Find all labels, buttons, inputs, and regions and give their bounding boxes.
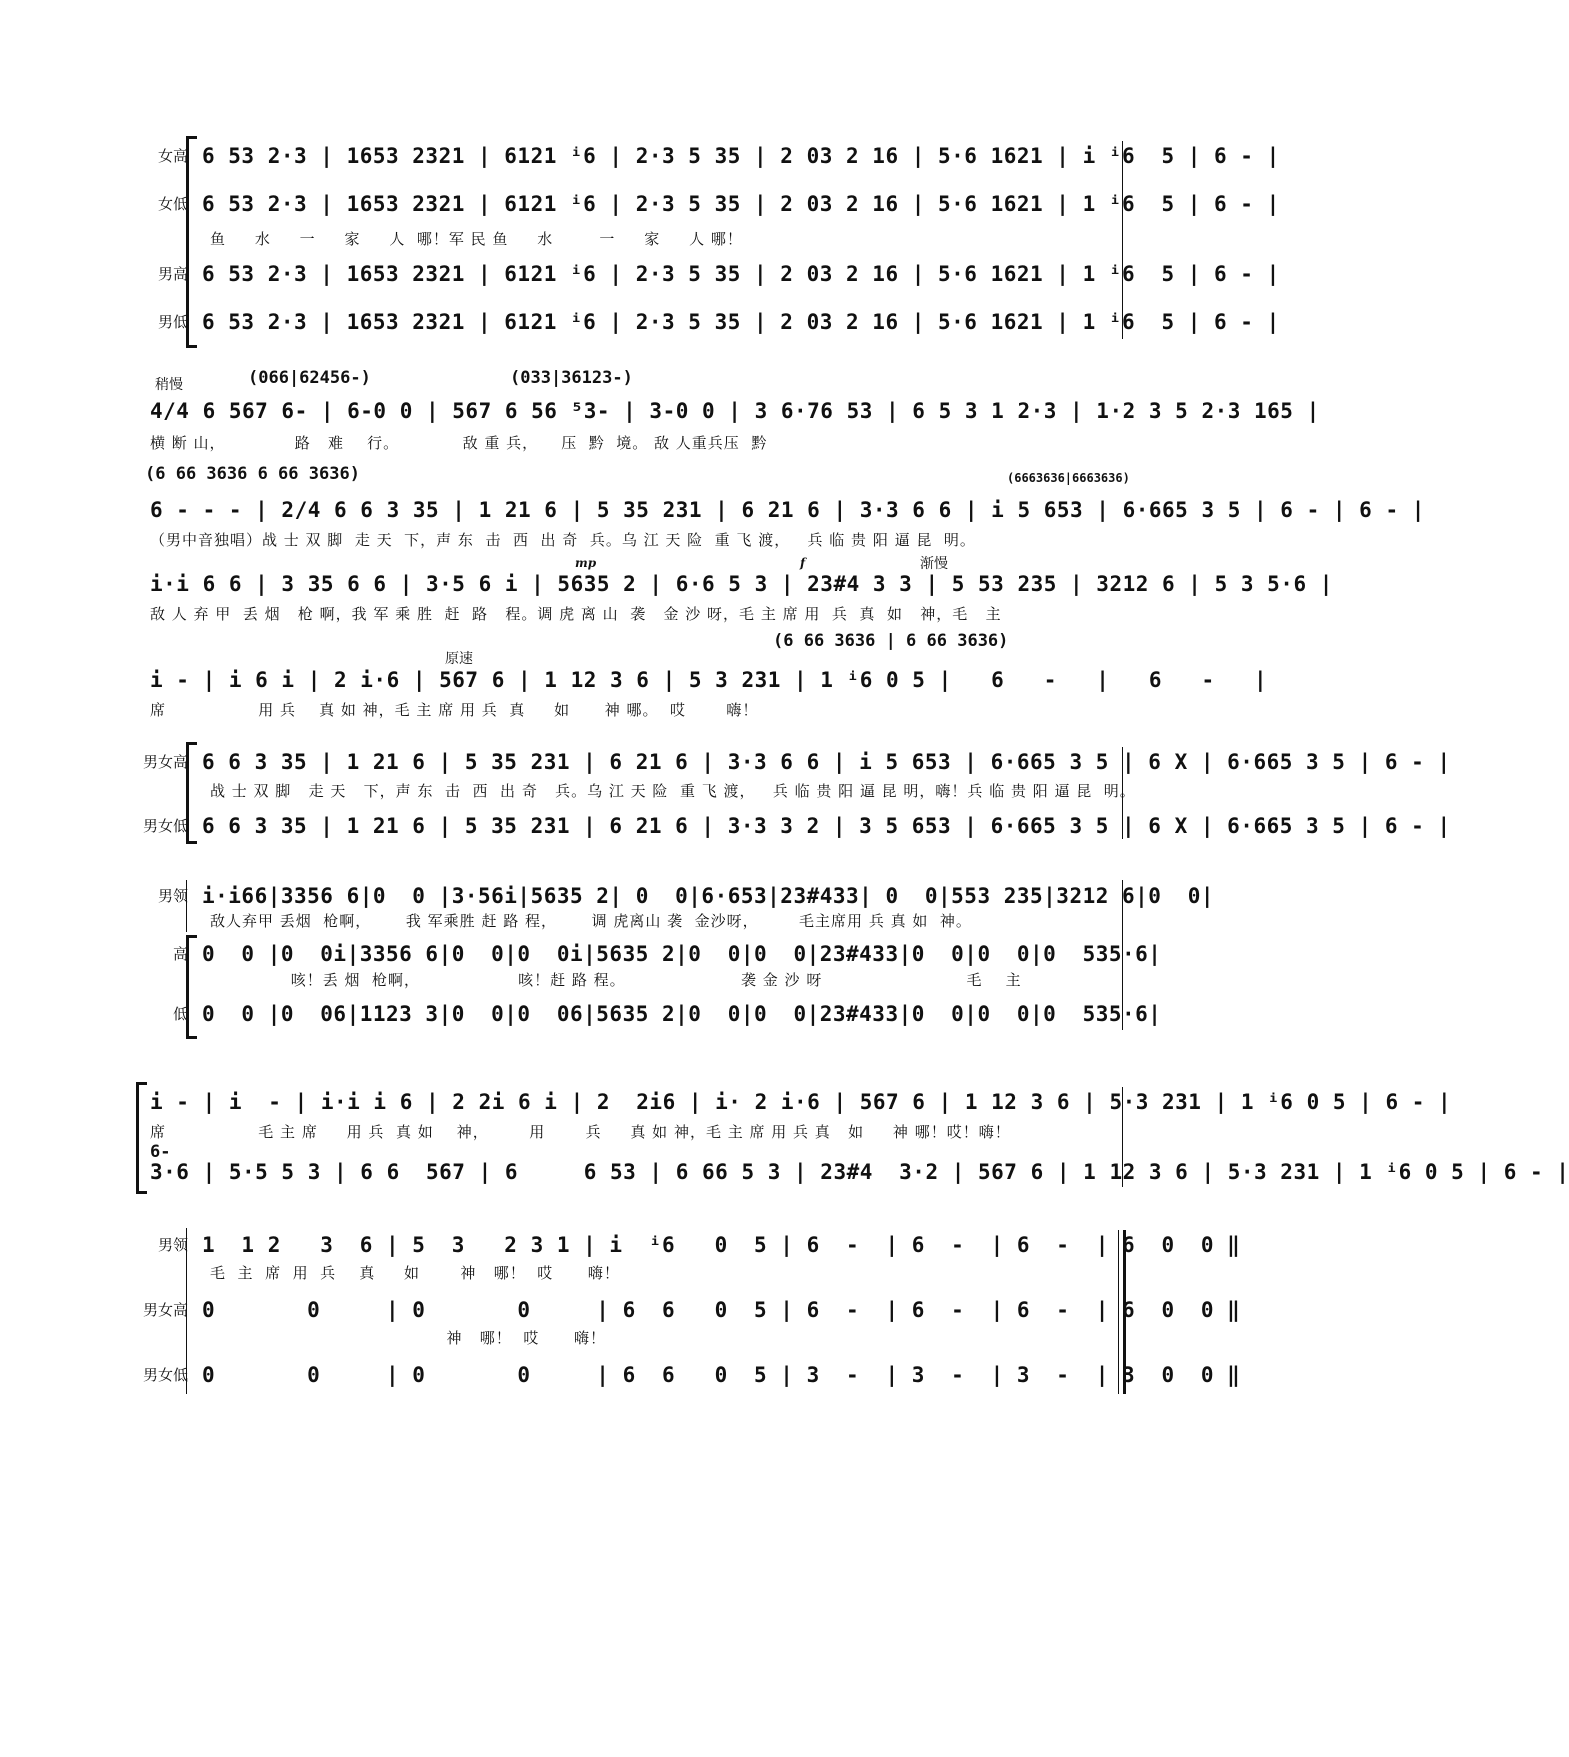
lyric-line: 咳！丢 烟 枪啊， 咳！赶 路 程。 袭 金 沙 呀 毛 主 [210,971,1022,989]
system1-end-barline [1122,141,1123,339]
notation-line: 6 53 2·3 | 1653 2321 | 6121 ⁱ6 | 2·3 5 35 | 2 03 2 16 | 5·6 1621 | 1 ⁱ6 5 | 6 - | [202,262,1280,286]
system3-staff-leader [0,881,1272,911]
lyric-line: 战 士 双 脚 走 天 下，声 东 击 西 出 奇 兵。乌 江 天 险 重 飞 渡， 兵 临 贵 阳 逼 昆 明，嗨！兵 临 贵 阳 逼 昆 明。 [210,782,1136,800]
tempo-marking: 渐慢 [920,556,948,572]
system5-staff-leader [0,1230,1272,1260]
notation-line: 6 53 2·3 | 1653 2321 | 6121 ⁱ6 | 2·3 5 35 | 2 03 2 16 | 5·6 1621 | i ⁱ6 5 | 6 - | [202,144,1280,168]
solo3-lyric-row [0,602,1272,626]
intro-phrase: (033|36123-) [510,368,633,388]
notation-line: 6 6 3 35 | 1 21 6 | 5 35 231 | 6 21 6 | 3·3 3 2 | 3 5 653 | 6·665 3 5 | 6 X | 6·665 3 5 | 6 - | [202,814,1451,838]
system1-staff-alto [0,189,1280,219]
notation-line: 3·6 | 5·5 5 3 | 6 6 567 | 6 6 53 | 6 66 5 3 | 23#4 3·2 | 567 6 | 1 12 3 6 | 5·3 231 | 1 ⁱ6 0 5 | 6 - | [150,1160,1569,1184]
system5-leader-lyric-row [0,1261,1272,1285]
system3-staff-low [0,999,1272,1029]
lyric-line: 鱼 水 一 家 人 哪！军 民 鱼 水 一 家 人 哪！ [210,230,743,248]
lyric-line: 敌人弃甲 丢烟 枪啊， 我 军乘胜 赶 路 程， 调 虎离山 袭 金沙呀， 毛主席用 兵 真 如 神。 [210,912,972,930]
part-label: 男女低 [142,817,188,835]
intro-phrase: (066|62456-) [248,368,371,388]
system5-staff-low [0,1360,1272,1390]
solo1-lyric-row [0,431,1272,455]
system2-staff-low [0,811,1451,841]
tempo-marking: 稍慢 [155,377,183,393]
system4-staff-lower [0,1157,1569,1187]
notation-line: i - | i 6 i | 2 i·6 | 567 6 | 1 12 3 6 | 5 3 231 | 1 ⁱ6 0 5 | 6 - | 6 - | [150,668,1268,692]
system1-staff-soprano [0,141,1280,171]
system4-staff-upper [0,1087,1452,1117]
intro-phrase-right: (6663636|6663636) [1007,471,1130,485]
lyric-line: 横 断 山， 路 难 行。 敌 重 兵， 压 黔 境。 敌 人重兵压 黔 [150,434,768,452]
notation-line: 6 - - - | 2/4 6 6 3 35 | 1 21 6 | 5 35 231 | 6 21 6 | 3·3 6 6 | i 5 653 | 6·665 3 5 | 6 - | 6 - | [150,498,1425,522]
part-label: 女低 [157,195,188,213]
system3-leader-lyric-row [0,909,1272,933]
solo2-staff [0,495,1425,525]
system2-end-barline [1122,747,1123,839]
notation-line: i·i66|3356 6|0 0 |3·56i|5635 2| 0 0|6·653|23#433| 0 0|553 235|3212 6|0 0| [202,884,1215,908]
solo3-staff [0,569,1333,599]
notation-line: 0 0 |0 06|1123 3|0 0|0 06|5635 2|0 0|0 0|23#433|0 0|0 0|0 535·6| [202,1002,1162,1026]
part-label: 男女高 [142,753,188,771]
notation-line: 1 1 2 3 6 | 5 3 2 3 1 | i ⁱ6 0 5 | 6 - | 6 - | 6 - | 6 0 0 ‖ [202,1233,1241,1257]
lyric-line: 敌 人 弃 甲 丢 烟 枪 啊，我 军 乘 胜 赶 路 程。调 虎 离 山 袭 金 沙 呀，毛 主 席 用 兵 真 如 神，毛 主 [150,605,1002,623]
notation-line: i·i 6 6 | 3 35 6 6 | 3·5 6 i | 5635 2 | 6·6 5 3 | 23#4 3 3 | 5 53 235 | 3212 6 | 5 3 5·6 | [150,572,1333,596]
system3-staff-high [0,939,1272,969]
system5-high-lyric-row [0,1326,1272,1350]
system3-high-lyric-row [0,968,1272,992]
system2-lyric-row [0,779,1272,803]
system2-staff-high [0,747,1451,777]
lyric-line: 席 用 兵 真 如 神，毛 主 席 用 兵 真 如 神 哪。 哎 嗨！ [150,701,759,719]
notation-line: 6 6 3 35 | 1 21 6 | 5 35 231 | 6 21 6 | 3·3 6 6 | i 5 653 | 6·665 3 5 | 6 X | 6·665 3 5 | 6 - | [202,750,1451,774]
intro-phrase: (6 66 3636 | 6 66 3636) [773,631,1009,651]
notation-line: 0 0 | 0 0 | 6 6 0 5 | 6 - | 6 - | 6 - | 6 0 0 ‖ [202,1298,1241,1322]
final-double-barline [1118,1230,1126,1394]
solo1-staff [0,396,1320,426]
system5-staff-high [0,1295,1272,1325]
part-label: 低 [172,1005,188,1023]
notation-line: 0 0 | 0 0 | 6 6 0 5 | 3 - | 3 - | 3 - | 3 0 0 ‖ [202,1363,1241,1387]
dynamic-f: f [800,556,806,570]
system3-end-barline [1122,880,1123,1030]
system4-lyric-row [0,1120,1272,1144]
solo2-lyric-row [0,528,1272,552]
notation-line: i - | i - | i·i i 6 | 2 2i 6 i | 2 2i6 | i· 2 i·6 | 567 6 | 1 12 3 6 | 5·3 231 | 1 ⁱ6 0 5 | 6 - | [150,1090,1452,1114]
tempo-marking: 原速 [445,651,473,667]
solo4-lyric-row [0,698,1272,722]
part-label: 女高 [157,147,188,165]
part-label: 男低 [157,313,188,331]
part-label: 男领 [157,1236,188,1254]
notation-line: 0 0 |0 0i|3356 6|0 0|0 0i|5635 2|0 0|0 0|23#433|0 0|0 0|0 535·6| [202,942,1162,966]
solo4-staff [0,665,1272,695]
held-note: 6- [150,1142,171,1162]
dynamic-mp: mp [575,556,597,570]
part-label: 男女高 [142,1301,188,1319]
notation-line: 4/4 6 567 6- | 6-0 0 | 567 6 56 ⁵3- | 3-0 0 | 3 6·76 53 | 6 5 3 1 2·3 | 1·2 3 5 2·3 165 | [150,399,1320,423]
system4-end-barline [1122,1087,1123,1187]
system1-staff-tenor [0,259,1280,289]
system1-staff-bass [0,307,1280,337]
part-label: 男女低 [142,1366,188,1384]
lyric-line: 神 哪！ 哎 嗨！ [210,1329,606,1347]
intro-phrase: (6 66 3636 6 66 3636) [145,464,360,484]
lyric-line: （男中音独唱）战 士 双 脚 走 天 下，声 东 击 西 出 奇 兵。乌 江 天 险 重 飞 渡， 兵 临 贵 阳 逼 昆 明。 [150,531,976,549]
notation-line: 6 53 2·3 | 1653 2321 | 6121 ⁱ6 | 2·3 5 35 | 2 03 2 16 | 5·6 1621 | 1 ⁱ6 5 | 6 - | [202,310,1280,334]
notation-line: 6 53 2·3 | 1653 2321 | 6121 ⁱ6 | 2·3 5 35 | 2 03 2 16 | 5·6 1621 | 1 ⁱ6 5 | 6 - | [202,192,1280,216]
system1-lyric-row [0,227,1272,251]
part-label: 男高 [157,265,188,283]
part-label: 高 [172,945,188,963]
lyric-line: 席 毛 主 席 用 兵 真 如 神， 用 兵 真 如 神，毛 主 席 用 兵 真 如 神 哪！哎！嗨！ [150,1123,1011,1141]
part-label: 男领 [157,887,188,905]
lyric-line: 毛 主 席 用 兵 真 如 神 哪！ 哎 嗨！ [210,1264,620,1282]
